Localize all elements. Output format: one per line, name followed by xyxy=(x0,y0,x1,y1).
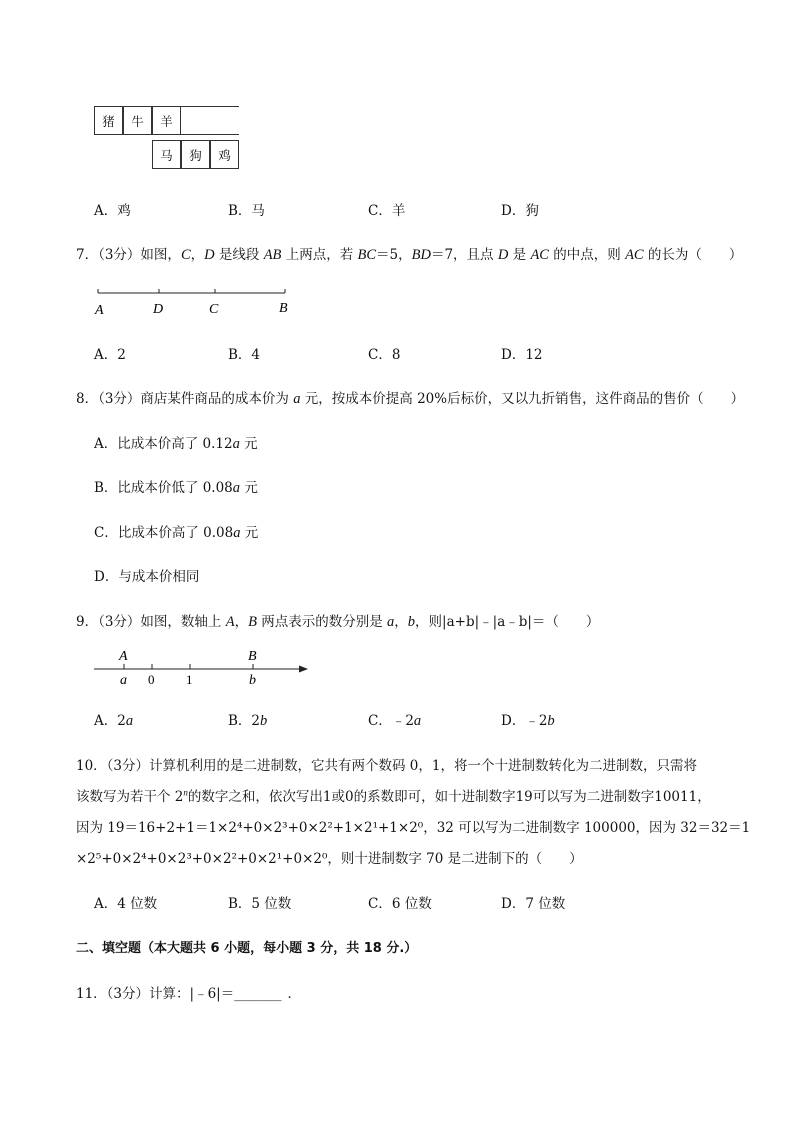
q9-option-text: B．2 xyxy=(228,713,261,729)
q8-option-text: A．比成本价高了 0.12 xyxy=(94,436,233,452)
q11-stem xyxy=(76,982,301,1002)
q7-text: 是线段 xyxy=(214,247,264,263)
q7-var: AC xyxy=(625,247,644,263)
q7-text: 的长为（ ） xyxy=(643,247,743,263)
q7-var: D xyxy=(204,247,215,263)
q9-text: ，则|a+b|﹣|a﹣b|＝（ ） xyxy=(415,614,600,630)
q8-option-text: 元 xyxy=(239,436,258,452)
q9-option-a[interactable] xyxy=(94,709,133,730)
value-label-a: a xyxy=(120,673,127,688)
q10-line-4: ×2⁵+0×2⁴+0×2³+0×2²+0×2¹+0×2⁰，则十进制数字 70 是二进制下的（ ） xyxy=(76,851,583,867)
q7-text: 上两点，若 xyxy=(281,247,358,263)
q9-option-b[interactable] xyxy=(228,709,267,730)
net-cell-horse: 马 xyxy=(152,140,181,169)
q9-option-var: a xyxy=(125,713,134,729)
q9-text: ， xyxy=(394,614,408,630)
q11-text: ． xyxy=(287,986,301,1002)
q7-var: BC xyxy=(357,247,377,263)
q8-option-var: a xyxy=(232,480,241,496)
net-blank-bottom xyxy=(94,135,152,170)
q7-text: ， xyxy=(190,247,205,263)
q9-option-var: b xyxy=(547,713,555,729)
point-label-a: A xyxy=(119,649,128,664)
q8-option-text: B．比成本价低了 0.08 xyxy=(94,480,233,496)
label-d: D xyxy=(153,302,164,317)
q9-option-text: D．﹣2 xyxy=(501,713,548,729)
q7-var: AC xyxy=(530,247,549,263)
label-a: A xyxy=(95,303,104,318)
q7-var: D xyxy=(497,247,509,263)
q8-option-b[interactable] xyxy=(94,476,258,497)
value-label-0: 0 xyxy=(148,672,155,687)
value-label-b: b xyxy=(249,673,256,688)
q8-option-var: a xyxy=(233,525,241,541)
q10-option-d[interactable]: D．7 位数 xyxy=(501,896,566,912)
net-cell-pig: 猪 xyxy=(94,106,123,135)
q9-text: 两点表示的数分别是 xyxy=(256,614,388,630)
q8-option-a[interactable] xyxy=(94,432,258,453)
q8-stem xyxy=(76,387,744,408)
label-c: C xyxy=(209,302,219,317)
q10-option-b[interactable]: B．5 位数 xyxy=(228,896,292,912)
q9-stem xyxy=(76,610,599,631)
q10-line-1: 10．（3分）计算机利用的是二进制数，它共有两个数码 0，1，将一个十进制数转化为二进制数，只需将 xyxy=(76,758,697,774)
q6-option-b[interactable]: B．马 xyxy=(228,203,265,219)
q9-option-var: a xyxy=(413,713,422,729)
q9-option-text: A．2 xyxy=(94,713,126,729)
q8-text: 元，按成本价提高 20%后标价，又以九折销售，这件商品的售价（ ） xyxy=(300,391,745,407)
q8-option-text: 元 xyxy=(240,480,258,496)
q8-option-d[interactable] xyxy=(94,565,199,585)
q9-text: 9．（3分）如图，数轴上 xyxy=(76,614,226,630)
q7-var: AB xyxy=(263,247,282,263)
q8-var: a xyxy=(293,391,301,407)
q10-exponent: n xyxy=(183,787,188,798)
q9-text: ， xyxy=(234,614,249,630)
q9-var: A xyxy=(225,614,235,630)
q6-option-a[interactable]: A．鸡 xyxy=(94,203,131,219)
q10-text: 该数写为若干个 2 xyxy=(76,789,184,805)
q7-text: 是 xyxy=(508,247,531,263)
q9-var: b xyxy=(407,614,416,630)
net-cell-rooster: 鸡 xyxy=(210,140,239,169)
q7-option-b[interactable]: B．4 xyxy=(228,347,261,363)
value-label-1: 1 xyxy=(186,672,193,687)
q6-option-c[interactable]: C．羊 xyxy=(368,203,406,219)
q11-answer-blank[interactable]: _______ xyxy=(234,986,282,1002)
q7-number: 7．（3分）如图， xyxy=(76,247,181,263)
q7-text: 的中点，则 xyxy=(548,247,626,263)
q8-option-var: a xyxy=(232,436,240,452)
q6-option-d[interactable]: D．狗 xyxy=(501,203,539,219)
q7-option-d[interactable]: D．12 xyxy=(501,347,543,363)
net-cell-sheep: 羊 xyxy=(152,106,181,135)
point-label-b: B xyxy=(248,649,257,664)
net-cell-ox: 牛 xyxy=(123,106,152,135)
q7-option-a[interactable]: A．2 xyxy=(94,347,126,363)
axis-arrow-icon xyxy=(299,666,308,673)
q9-var: a xyxy=(387,614,395,630)
q7-var: BD xyxy=(411,247,431,263)
cube-net-figure xyxy=(94,106,246,170)
q8-text: 8．（3分）商店某件商品的成本价为 xyxy=(76,391,294,407)
q7-var: C xyxy=(180,247,191,263)
net-cell-dog: 狗 xyxy=(181,140,210,169)
section-heading: 二、填空题（本大题共 6 小题，每小题 3 分，共 18 分.） xyxy=(76,941,418,956)
q8-option-text: D．与成本价相同 xyxy=(94,569,200,585)
q7-option-c[interactable]: C．8 xyxy=(368,347,401,363)
q8-option-text: C．比成本价高了 0.08 xyxy=(94,525,234,541)
q8-option-text: 元 xyxy=(240,525,259,541)
q9-option-d[interactable] xyxy=(501,709,555,730)
net-blank-top xyxy=(181,106,239,135)
q10-option-a[interactable]: A．4 位数 xyxy=(94,896,158,912)
q7-stem xyxy=(76,243,742,264)
q11-text: 11．（3分）计算：|﹣6|＝ xyxy=(76,986,235,1002)
q10-option-c[interactable]: C．6 位数 xyxy=(368,896,432,912)
q10-text: 的数字之和，依次写出1或0的系数即可，如十进制数字19可以写为二进制数字10011， xyxy=(187,789,711,805)
label-b: B xyxy=(279,301,288,316)
q10-line-2 xyxy=(76,785,711,805)
q9-option-var: b xyxy=(260,713,268,729)
q7-text: ＝5， xyxy=(376,247,412,263)
q10-line-3: 因为 19＝16+2+1＝1×2⁴+0×2³+0×2²+1×2¹+1×2⁰，32 可以写为二进制数字 100000，因为 32＝32＝1 xyxy=(76,820,751,836)
q9-number-line xyxy=(90,646,312,688)
q8-option-c[interactable] xyxy=(94,521,258,542)
q9-var: B xyxy=(248,614,257,630)
q9-option-c[interactable] xyxy=(368,709,421,730)
q7-text: ＝7，且点 xyxy=(430,247,498,263)
q9-option-text: C．﹣2 xyxy=(368,713,414,729)
q7-segment-figure xyxy=(88,284,303,320)
